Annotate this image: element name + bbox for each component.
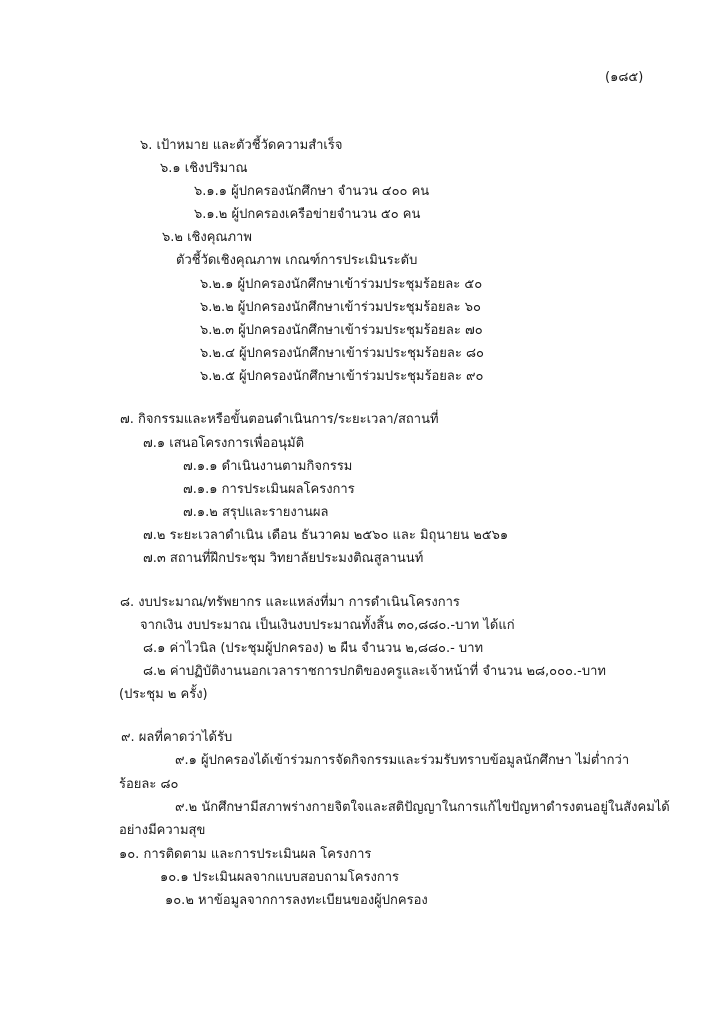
criteria-item: ๖.๒.๓ ผู้ปกครองนักศึกษาเข้าร่วมประชุมร้อยละ ๗๐ xyxy=(200,323,483,338)
section-9-1: ๙.๑ ผู้ปกครองได้เข้าร่วมการจัดกิจกรรมและร่วมรับทราบข้อมูลนักศึกษา ไม่ต่ำกว่า xyxy=(175,753,630,768)
section-8-source: จากเงิน งบประมาณ เป็นเงินงบประมาณทั้งสิ้น ๓๐,๘๘๐.-บาท ได้แก่ xyxy=(140,618,515,633)
section-7-1-2: ๗.๑.๑ การประเมินผลโครงการ xyxy=(183,482,355,497)
section-10-2: ๑๐.๒ หาข้อมูลจากการลงทะเบียนของผู้ปกครอง xyxy=(165,893,428,908)
section-6-2-intro: ตัวชี้วัดเชิงคุณภาพ เกณฑ์การประเมินระดับ xyxy=(176,253,418,268)
section-9-heading: ๙. ผลที่คาดว่าได้รับ xyxy=(121,730,233,745)
section-8-1: ๘.๑ ค่าไวนิล (ประชุมผู้ปกครอง) ๒ ผืน จำนวน ๒,๘๘๐.- บาท xyxy=(143,641,484,656)
section-7-1: ๗.๑ เสนอโครงการเพื่ออนุมัติ xyxy=(143,436,305,451)
section-6-2: ๖.๒ เชิงคุณภาพ xyxy=(162,230,252,245)
section-8-heading: ๘. งบประมาณ/ทรัพยากร และแหล่งที่มา การดำเนินโครงการ xyxy=(120,595,460,610)
section-6-1-2: ๖.๑.๒ ผู้ปกครองเครือข่ายจำนวน ๕๐ คน xyxy=(194,207,421,222)
section-6-1-1: ๖.๑.๑ ผู้ปกครองนักศึกษา จำนวน ๔๐๐ คน xyxy=(194,184,430,199)
section-8-2-continued: (ประชุม ๒ ครั้ง) xyxy=(119,687,208,702)
section-7-1-1: ๗.๑.๑ ดำเนินงานตามกิจกรรม xyxy=(183,459,353,474)
criteria-item: ๖.๒.๔ ผู้ปกครองนักศึกษาเข้าร่วมประชุมร้อยละ ๘๐ xyxy=(200,346,484,361)
section-7-heading: ๗. กิจกรรมและหรือขั้นตอนดำเนินการ/ระยะเวลา/สถานที่ xyxy=(120,412,439,427)
section-7-3: ๗.๓ สถานที่ฝึกประชุม วิทยาลัยประมงติณสูลานนท์ xyxy=(143,551,424,566)
section-9-1-continued: ร้อยละ ๘๐ xyxy=(119,777,179,792)
page-number: (๑๘๕) xyxy=(605,70,644,85)
section-6-heading: ๖. เป้าหมาย และตัวชี้วัดความสำเร็จ xyxy=(140,138,343,153)
section-8-2: ๘.๒ ค่าปฏิบัติงานนอกเวลาราชการปกติของครูและเจ้าหน้าที่ จำนวน ๒๘,๐๐๐.-บาท xyxy=(143,664,606,679)
criteria-item: ๖.๒.๕ ผู้ปกครองนักศึกษาเข้าร่วมประชุมร้อยละ ๙๐ xyxy=(200,369,484,384)
section-7-1-3: ๗.๑.๒ สรุปและรายงานผล xyxy=(183,505,329,520)
criteria-item: ๖.๒.๑ ผู้ปกครองนักศึกษาเข้าร่วมประชุมร้อยละ ๕๐ xyxy=(200,277,483,292)
section-7-2: ๗.๒ ระยะเวลาดำเนิน เดือน ธันวาคม ๒๕๖๐ และ มิถุนายน ๒๕๖๑ xyxy=(143,528,509,543)
section-10-1: ๑๐.๑ ประเมินผลจากแบบสอบถามโครงการ xyxy=(160,870,399,885)
section-9-2-continued: อย่างมีความสุข xyxy=(119,823,206,838)
section-9-2: ๙.๒ นักศึกษามีสภาพร่างกายจิตใจและสติปัญญาในการแก้ไขปัญหาดำรงตนอยู่ในสังคมได้ xyxy=(175,800,670,815)
section-6-1: ๖.๑ เชิงปริมาณ xyxy=(160,161,248,176)
section-10-heading: ๑๐. การติดตาม และการประเมินผล โครงการ xyxy=(119,847,372,862)
criteria-item: ๖.๒.๒ ผู้ปกครองนักศึกษาเข้าร่วมประชุมร้อยละ ๖๐ xyxy=(200,300,481,315)
